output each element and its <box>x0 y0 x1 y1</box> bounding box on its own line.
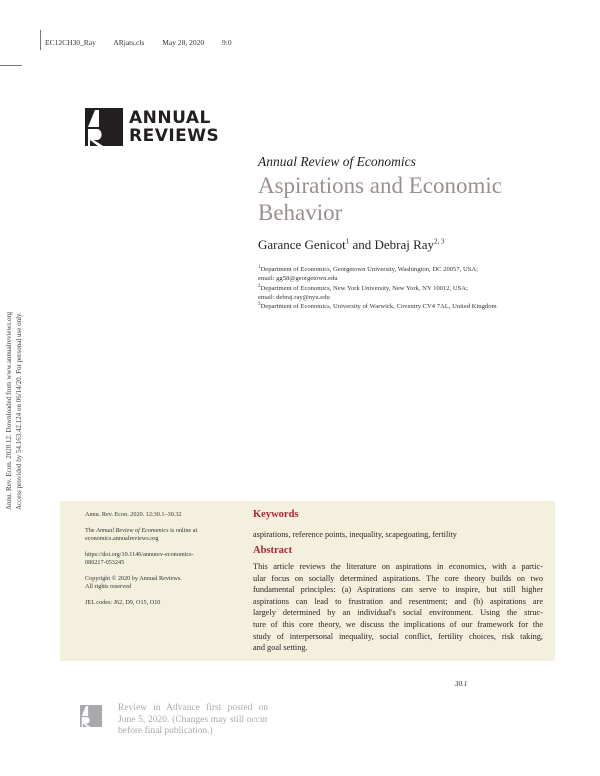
authors <box>258 237 445 253</box>
online-info <box>85 527 235 544</box>
access-notice-line: Access provided by 54.163.42.124 on 06/14/20. For personal use only. <box>15 312 23 510</box>
author-sup: 2, 3 <box>434 237 445 246</box>
crop-mark <box>0 65 22 66</box>
download-notice-line: Annu. Rev. Econ. 2020.12. Downloaded from www.annualreviews.org <box>5 311 13 510</box>
citation: Annu. Rev. Econ. 2020. 12:30.1–30.32 <box>85 511 182 518</box>
affiliation-3 <box>258 300 497 311</box>
abstract-line: and goal setting. <box>253 643 308 653</box>
header-time: 9:0 <box>221 38 232 47</box>
title-line: Aspirations and Economic <box>258 173 503 198</box>
abstract-line: ture of this core theory, we discuss the implications of our framework for the <box>253 619 543 629</box>
aff-line: Department of Economics, Georgetown University, Washington, DC 20057, USA; <box>260 266 478 274</box>
abstract-line: study of interpersonal inequality, social conflict, fertility choices, risk taking, <box>253 631 543 641</box>
abstract-text <box>253 561 543 654</box>
annual-reviews-logo <box>85 108 219 146</box>
online-prefix: The <box>85 526 97 534</box>
article-title <box>258 172 502 226</box>
page-number: 30.1 <box>455 680 468 688</box>
copyright-line: All rights reserved <box>85 583 132 590</box>
affiliation-1 <box>258 263 478 283</box>
keywords-list: aspirations, reference points, inequality, scapegoating, fertility <box>253 530 457 539</box>
abstract-line: ular focus on socially determined aspirations. The core theory builds on two <box>253 573 543 583</box>
aff-line: Department of Economics, University of Warwick, Coventry CV4 7AL, United Kingdom <box>260 303 497 311</box>
copyright <box>85 575 235 592</box>
author-name: Debraj Ray <box>374 237 435 252</box>
aff-email: email: gg58@georgetown.edu <box>258 275 338 283</box>
header-date: May 28, 2020 <box>162 38 205 47</box>
doi-line[interactable]: 080217-053245 <box>85 559 125 566</box>
aff-sup: 1 <box>258 265 261 270</box>
logo-line-1: ANNUAL <box>129 108 211 128</box>
online-journal: Annual Review of Economics <box>96 526 169 534</box>
online-suffix: is online at <box>168 526 198 534</box>
author-connector: and <box>349 237 375 252</box>
journal-name: Annual Review of Economics <box>258 154 416 169</box>
title-line: Behavior <box>258 200 343 225</box>
aff-line: Department of Economics, New York University, New York, NY 10012, USA; <box>260 285 468 293</box>
file-id: EC12CH30_Ray <box>45 38 96 47</box>
abstract-line: largely determined by an individual's social environment. Using the struc- <box>253 608 543 618</box>
journal-url[interactable]: economics.annualreviews.org <box>85 535 159 542</box>
header-rule-vertical <box>40 30 41 50</box>
abstract-line: fundamental principles: (a) Aspirations can serve to inspire, but still higher <box>253 585 543 595</box>
ar-logo-icon <box>85 108 123 146</box>
logo-line-2: REVIEWS <box>129 126 220 146</box>
article-metadata <box>85 511 235 614</box>
author-name: Garance Genicot <box>258 237 346 252</box>
aff-sup: 3 <box>258 302 261 307</box>
running-header <box>45 38 248 47</box>
abstract-line: This article reviews the literature on aspirations in economics, with a partic- <box>253 562 543 571</box>
aff-sup: 2 <box>258 284 261 289</box>
doi-line[interactable]: https://doi.org/10.1146/annurev-economics- <box>85 550 194 558</box>
review-in-advance-notice: Review in Advance first posted on June 5, 2020. (Changes may still occur before final publication.) <box>118 703 268 736</box>
class-file: ARjats.cls <box>113 38 145 47</box>
ar-footer-logo-icon <box>80 705 102 727</box>
aff-email: email: debraj.ray@nyu.edu <box>258 294 330 302</box>
abstract-line: aspirations can lead to frustration and resentment; and (b) aspirations are <box>253 596 543 606</box>
abstract-heading: Abstract <box>253 545 293 556</box>
author-sup: 1 <box>345 237 350 246</box>
doi-link[interactable] <box>85 551 235 568</box>
download-notice <box>4 312 24 510</box>
copyright-line: Copyright © 2020 by Annual Reviews. <box>85 574 182 582</box>
jel-codes: JEL codes: J62, D9, O15, O10 <box>85 598 161 606</box>
keywords-heading: Keywords <box>253 509 299 520</box>
